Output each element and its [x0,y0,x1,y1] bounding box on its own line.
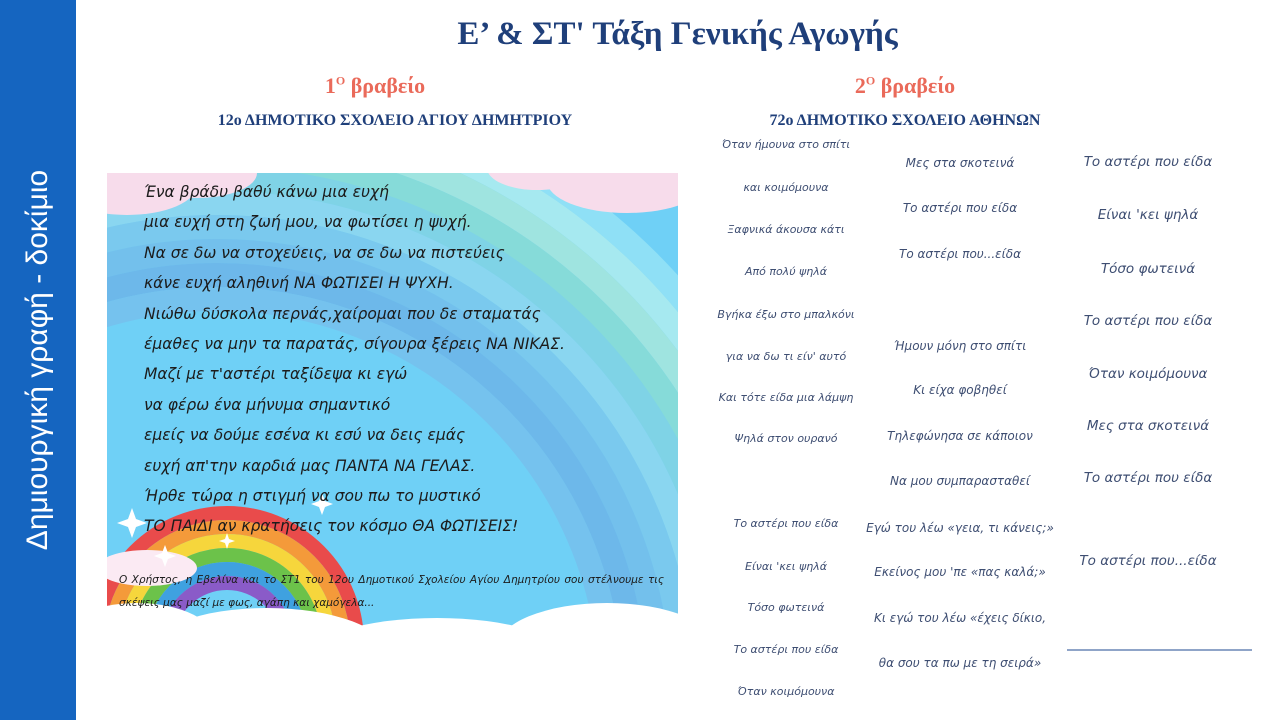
second-prize-sup: Ο [865,73,876,88]
verse-line: Βγήκα έξω στο μπαλκόνι [717,308,855,321]
verse-line: Το αστέρι που είδα [1083,154,1213,170]
page-title: Ε’ & ΣΤ' Τάξη Γενικής Αγωγής [457,16,898,52]
poem-signature: Ο Χρήστος, η Εβελίνα και το ΣΤ1 του 12ου Δημοτικού Σχολείου Αγίου Δημητρίου σου στέλνουμε τις σκέψεις μας μαζί με φως, αγάπη και χαμόγελα... [119,574,664,609]
verse-line: Ξαφνικά άκουσα κάτι [727,223,845,236]
second-school-name: 72ο ΔΗΜΟΤΙΚΟ ΣΧΟΛΕΙΟ ΑΘΗΝΩΝ [769,112,1041,129]
poem-line: ΤΟ ΠΑΙΔΙ αν κρατήσεις τον κόσμο ΘΑ ΦΩΤΙΣΕΙΣ! [144,517,519,536]
verse-line: Τηλεφώνησα σε κάποιον [887,429,1033,443]
poem-line: να φέρω ένα μήνυμα σημαντικό [144,395,391,414]
verse-line: Το αστέρι που είδα [733,517,839,530]
verse-line: Το αστέρι που...είδα [899,247,1021,261]
verse-line: Είναι 'κει ψηλά [1097,207,1199,223]
verse-line: Όταν κοιμόμουνα [1088,366,1208,382]
verse-line: Ψηλά στον ουρανό [734,432,838,445]
second-prize-number: 2 [854,73,866,98]
verse-line: Κι είχα φοβηθεί [913,383,1007,397]
verse-line: Το αστέρι που...είδα [1079,553,1217,569]
poem-line: ευχή απ'την καρδιά μας ΠΑΝΤΑ ΝΑ ΓΕΛΑΣ. [144,456,476,475]
verse-line: Όταν κοιμόμουνα [737,685,835,698]
first-prize-heading [215,73,535,99]
verse-line: Είναι 'κει ψηλά [745,560,827,573]
poem-line: Νιώθω δύσκολα περνάς,χαίρομαι που δε σταματάς [144,304,541,323]
poem-lines [144,177,565,542]
verse-line: Ήμουν μόνη στο σπίτι [893,339,1027,353]
poem-line: κάνε ευχή αληθινή ΝΑ ΦΩΤΙΣΕΙ Η ΨΥΧΗ. [144,274,454,293]
verse-line: Μες στα σκοτεινά [905,156,1015,170]
first-prize-sup: Ο [335,73,346,88]
first-prize-word: βραβείο [345,73,426,98]
verse-line: Και τότε είδα μια λάμψη [718,391,854,404]
first-school-name: 12ο ΔΗΜΟΤΙΚΟ ΣΧΟΛΕΙΟ ΑΓΙΟΥ ΔΗΜΗΤΡΙΟΥ [217,112,573,129]
poem-line: Να σε δω να στοχεύεις, να σε δω να πιστεύεις [144,243,505,262]
first-prize-poem-card [107,173,678,652]
verse-line: Τόσο φωτεινά [747,601,825,614]
verse-line: Όταν ήμουνα στο σπίτι [721,138,851,151]
verse-line: Τόσο φωτεινά [1100,261,1196,277]
verse-line: Το αστέρι που είδα [1083,313,1213,329]
first-prize-number: 1 [324,73,336,98]
verse-line: Το αστέρι που είδα [733,643,839,656]
verse-line: Κι εγώ του λέω «έχεις δίκιο, [873,611,1047,625]
verse-line: και κοιμόμουνα [743,181,829,194]
poem-line: Ένα βράδυ βαθύ κάνω μια ευχή [144,183,390,201]
verse-line: Εγώ του λέω «γεια, τι κάνεις;» [866,521,1054,535]
verse-line: Μες στα σκοτεινά [1086,418,1210,434]
verse-line: Να μου συμπαρασταθεί [890,474,1030,488]
verse-line: Από πολύ ψηλά [744,265,828,278]
verse-line: θα σου τα πω με τη σειρά» [878,656,1042,670]
second-prize-word: βραβείο [875,73,956,98]
verse-line: Εκείνος μου 'πε «πας καλά;» [874,565,1046,579]
poem-line: έμαθες να μην τα παρατάς, σίγουρα ξέρεις ΝΑ ΝΙΚΑΣ. [144,334,565,353]
poem-line: Ήρθε τώρα η στιγμή να σου πω το μυστικό [144,486,481,505]
verse-line: για να δω τι είν' αυτό [725,350,847,363]
sidebar-band [0,0,76,720]
sidebar-title: Δημιουργική γραφή - δοκίμιο [21,169,54,551]
divider-line [1067,649,1252,651]
second-prize-heading [745,73,1065,99]
poem-line: μια ευχή στη ζωή μου, να φωτίσει η ψυχή. [144,213,472,232]
verse-line: Το αστέρι που είδα [1083,470,1213,486]
poem-line: εμείς να δούμε εσένα κι εσύ να δεις εμάς [144,426,466,445]
verse-line: Το αστέρι που είδα [902,201,1018,215]
poem-line: Μαζί με τ'αστέρι ταξίδεψα κι εγώ [144,365,408,384]
